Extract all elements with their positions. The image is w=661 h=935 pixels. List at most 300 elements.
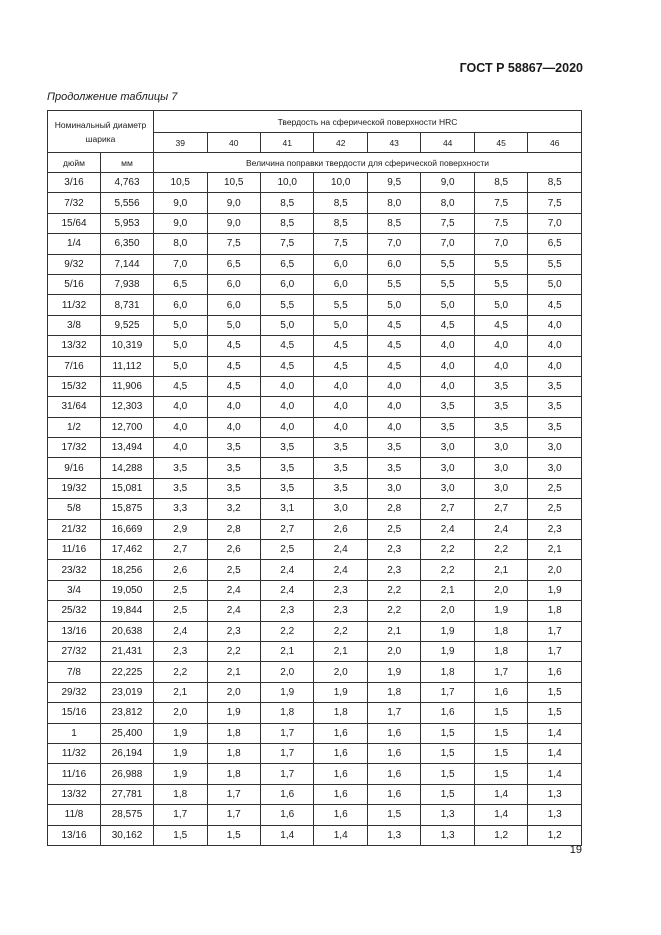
table-row [48, 601, 582, 621]
correction-value-cell: 5,5 [421, 254, 474, 274]
correction-value-cell: 2,3 [367, 540, 420, 560]
correction-value-cell: 2,4 [421, 519, 474, 539]
correction-value-cell: 1,7 [260, 743, 313, 763]
correction-value-cell: 10,5 [154, 173, 207, 193]
correction-value-cell: 3,5 [207, 478, 260, 498]
diameter-mm-cell: 19,050 [101, 580, 154, 600]
diameter-inch-cell: 3/4 [48, 580, 101, 600]
diameter-mm-cell: 25,400 [101, 723, 154, 743]
correction-value-cell: 9,0 [154, 193, 207, 213]
table-row [48, 397, 582, 417]
table-row [48, 295, 582, 315]
correction-value-cell: 2,4 [207, 601, 260, 621]
correction-value-cell: 1,9 [260, 682, 313, 702]
correction-value-cell: 1,9 [314, 682, 367, 702]
correction-value-cell: 3,5 [474, 376, 527, 396]
correction-value-cell: 3,0 [528, 458, 582, 478]
correction-value-cell: 2,9 [154, 519, 207, 539]
correction-value-cell: 4,5 [474, 315, 527, 335]
hrc-value: 40 [207, 133, 260, 153]
correction-value-cell: 9,0 [154, 213, 207, 233]
diameter-inch-cell: 11/32 [48, 295, 101, 315]
correction-value-cell: 2,4 [314, 560, 367, 580]
diameter-mm-cell: 14,288 [101, 458, 154, 478]
correction-value-cell: 8,5 [260, 213, 313, 233]
correction-value-cell: 4,5 [367, 336, 420, 356]
correction-value-cell: 1,4 [474, 784, 527, 804]
diameter-inch-cell: 15/64 [48, 213, 101, 233]
diameter-inch-cell: 1/4 [48, 234, 101, 254]
diameter-inch-cell: 13/16 [48, 621, 101, 641]
correction-value-cell: 1,6 [260, 784, 313, 804]
diameter-mm-cell: 27,781 [101, 784, 154, 804]
correction-value-cell: 10,5 [207, 173, 260, 193]
correction-value-cell: 1,8 [528, 601, 582, 621]
correction-value-cell: 1,6 [314, 723, 367, 743]
correction-value-cell: 4,5 [314, 356, 367, 376]
correction-value-cell: 6,0 [260, 274, 313, 294]
correction-value-cell: 1,7 [367, 703, 420, 723]
correction-value-cell: 1,5 [367, 805, 420, 825]
diameter-inch-cell: 17/32 [48, 438, 101, 458]
table-row [48, 580, 582, 600]
diameter-mm-cell: 20,638 [101, 621, 154, 641]
diameter-mm-cell: 10,319 [101, 336, 154, 356]
correction-value-cell: 1,9 [421, 621, 474, 641]
correction-value-cell: 1,9 [154, 764, 207, 784]
correction-value-cell: 2,4 [154, 621, 207, 641]
correction-value-cell: 2,0 [367, 641, 420, 661]
table-row [48, 376, 582, 396]
correction-value-cell: 3,5 [314, 478, 367, 498]
diameter-inch-cell: 11/8 [48, 805, 101, 825]
correction-value-cell: 3,3 [154, 499, 207, 519]
correction-value-cell: 2,4 [314, 540, 367, 560]
table-row [48, 213, 582, 233]
correction-value-cell: 3,0 [421, 458, 474, 478]
correction-value-cell: 1,6 [314, 805, 367, 825]
table-row [48, 417, 582, 437]
table-row [48, 662, 582, 682]
correction-value-cell: 7,5 [421, 213, 474, 233]
correction-value-cell: 2,0 [528, 560, 582, 580]
diameter-inch-cell: 25/32 [48, 601, 101, 621]
correction-value-cell: 7,0 [367, 234, 420, 254]
correction-value-cell: 2,1 [474, 560, 527, 580]
correction-value-cell: 1,6 [314, 764, 367, 784]
table-row [48, 703, 582, 723]
correction-value-cell: 10,0 [260, 173, 313, 193]
correction-value-cell: 2,3 [528, 519, 582, 539]
diameter-mm-cell: 16,669 [101, 519, 154, 539]
correction-value-cell: 4,0 [421, 376, 474, 396]
correction-value-cell: 1,6 [367, 784, 420, 804]
correction-value-cell: 7,5 [260, 234, 313, 254]
correction-value-cell: 5,5 [474, 274, 527, 294]
table-body [48, 173, 582, 846]
correction-value-cell: 1,6 [474, 682, 527, 702]
diameter-inch-cell: 23/32 [48, 560, 101, 580]
correction-value-cell: 7,5 [474, 193, 527, 213]
correction-value-cell: 1,8 [367, 682, 420, 702]
correction-value-cell: 1,9 [367, 662, 420, 682]
diameter-mm-cell: 5,953 [101, 213, 154, 233]
correction-value-cell: 3,5 [314, 458, 367, 478]
correction-value-cell: 4,0 [207, 397, 260, 417]
correction-value-cell: 1,4 [314, 825, 367, 845]
table-row [48, 274, 582, 294]
correction-value-cell: 1,7 [260, 723, 313, 743]
table-row [48, 743, 582, 763]
correction-value-cell: 3,0 [474, 458, 527, 478]
correction-value-cell: 7,0 [474, 234, 527, 254]
correction-value-cell: 4,0 [314, 376, 367, 396]
correction-value-cell: 2,2 [421, 540, 474, 560]
correction-value-cell: 4,0 [260, 376, 313, 396]
hrc-value: 46 [528, 133, 582, 153]
correction-value-cell: 3,5 [474, 417, 527, 437]
correction-value-cell: 1,8 [207, 723, 260, 743]
correction-value-cell: 7,5 [314, 234, 367, 254]
table-row [48, 458, 582, 478]
correction-value-cell: 2,5 [154, 601, 207, 621]
correction-value-cell: 1,2 [528, 825, 582, 845]
correction-value-cell: 2,0 [207, 682, 260, 702]
correction-value-cell: 4,0 [421, 336, 474, 356]
correction-value-cell: 2,0 [474, 580, 527, 600]
page-number: 19 [569, 844, 582, 856]
correction-value-cell: 2,2 [367, 601, 420, 621]
correction-value-cell: 5,0 [154, 315, 207, 335]
correction-value-cell: 2,5 [528, 478, 582, 498]
diameter-inch-cell: 11/16 [48, 764, 101, 784]
correction-value-cell: 6,0 [367, 254, 420, 274]
hardness-header: Твердость на сферической поверхности HRC [154, 111, 582, 133]
diameter-inch-cell: 5/8 [48, 499, 101, 519]
correction-value-cell: 2,1 [260, 641, 313, 661]
correction-value-cell: 1,3 [367, 825, 420, 845]
correction-value-cell: 2,2 [314, 621, 367, 641]
table-row [48, 621, 582, 641]
correction-value-cell: 1,3 [421, 825, 474, 845]
correction-value-cell: 3,5 [260, 458, 313, 478]
correction-value-cell: 1,9 [154, 723, 207, 743]
correction-value-cell: 4,5 [260, 356, 313, 376]
correction-value-cell: 4,0 [528, 336, 582, 356]
correction-value-cell: 2,6 [154, 560, 207, 580]
correction-value-cell: 1,9 [474, 601, 527, 621]
correction-value-cell: 2,1 [314, 641, 367, 661]
hrc-value: 39 [154, 133, 207, 153]
correction-value-cell: 6,5 [260, 254, 313, 274]
correction-value-cell: 1,9 [207, 703, 260, 723]
correction-value-cell: 2,6 [207, 540, 260, 560]
correction-value-cell: 3,0 [421, 438, 474, 458]
correction-value-cell: 2,2 [260, 621, 313, 641]
correction-value-cell: 2,4 [207, 580, 260, 600]
diameter-inch-cell: 11/32 [48, 743, 101, 763]
diameter-inch-cell: 3/8 [48, 315, 101, 335]
diameter-mm-cell: 26,988 [101, 764, 154, 784]
correction-value-cell: 5,0 [154, 356, 207, 376]
diameter-inch-cell: 31/64 [48, 397, 101, 417]
diameter-mm-cell: 12,303 [101, 397, 154, 417]
correction-value-cell: 2,3 [314, 580, 367, 600]
correction-value-cell: 4,0 [154, 438, 207, 458]
correction-value-cell: 5,0 [528, 274, 582, 294]
correction-value-cell: 2,3 [367, 560, 420, 580]
diameter-header: Номинальный диаметр шарика [48, 111, 154, 153]
diameter-inch-cell: 9/16 [48, 458, 101, 478]
correction-value-cell: 3,5 [154, 458, 207, 478]
correction-value-cell: 3,0 [528, 438, 582, 458]
table-row [48, 519, 582, 539]
correction-value-cell: 1,6 [260, 805, 313, 825]
correction-value-cell: 1,4 [528, 723, 582, 743]
correction-value-cell: 3,0 [474, 438, 527, 458]
correction-value-cell: 5,0 [474, 295, 527, 315]
diameter-inch-cell: 7/32 [48, 193, 101, 213]
correction-value-cell: 5,0 [207, 315, 260, 335]
correction-value-cell: 2,1 [421, 580, 474, 600]
correction-value-cell: 4,0 [260, 397, 313, 417]
correction-value-cell: 1,7 [207, 805, 260, 825]
diameter-inch-cell: 19/32 [48, 478, 101, 498]
correction-value-cell: 2,2 [207, 641, 260, 661]
correction-value-cell: 2,8 [207, 519, 260, 539]
correction-value-cell: 3,0 [474, 478, 527, 498]
correction-value-cell: 2,1 [207, 662, 260, 682]
correction-value-cell: 3,5 [154, 478, 207, 498]
correction-value-cell: 1,6 [314, 743, 367, 763]
correction-value-cell: 3,1 [260, 499, 313, 519]
correction-value-cell: 4,5 [154, 376, 207, 396]
table-row [48, 723, 582, 743]
correction-value-cell: 1,2 [474, 825, 527, 845]
table-row [48, 254, 582, 274]
correction-value-cell: 3,5 [367, 438, 420, 458]
diameter-inch-cell: 3/16 [48, 173, 101, 193]
diameter-mm-cell: 11,906 [101, 376, 154, 396]
correction-value-cell: 5,0 [154, 336, 207, 356]
correction-value-cell: 5,5 [367, 274, 420, 294]
correction-value-cell: 2,3 [154, 641, 207, 661]
correction-value-cell: 3,5 [528, 376, 582, 396]
correction-value-cell: 1,6 [367, 764, 420, 784]
diameter-mm-cell: 15,081 [101, 478, 154, 498]
correction-value-cell: 8,5 [260, 193, 313, 213]
correction-value-cell: 5,5 [474, 254, 527, 274]
correction-value-cell: 7,0 [154, 254, 207, 274]
correction-value-cell: 2,1 [528, 540, 582, 560]
correction-value-cell: 4,5 [367, 356, 420, 376]
correction-value-cell: 2,3 [207, 621, 260, 641]
correction-value-cell: 7,0 [528, 213, 582, 233]
correction-value-cell: 3,5 [260, 478, 313, 498]
correction-value-cell: 4,0 [154, 397, 207, 417]
correction-value-cell: 9,5 [367, 173, 420, 193]
table-row [48, 193, 582, 213]
correction-value-cell: 6,0 [314, 274, 367, 294]
correction-value-cell: 3,5 [474, 397, 527, 417]
correction-value-cell: 1,5 [474, 764, 527, 784]
correction-value-cell: 4,0 [474, 336, 527, 356]
diameter-mm-cell: 23,019 [101, 682, 154, 702]
correction-value-cell: 1,5 [528, 703, 582, 723]
correction-value-cell: 2,4 [260, 580, 313, 600]
correction-value-cell: 3,5 [367, 458, 420, 478]
correction-value-cell: 6,5 [154, 274, 207, 294]
table-row [48, 315, 582, 335]
correction-value-cell: 5,0 [367, 295, 420, 315]
correction-value-cell: 4,5 [207, 336, 260, 356]
table-row [48, 540, 582, 560]
diameter-inch-cell: 27/32 [48, 641, 101, 661]
correction-value-cell: 9,0 [207, 193, 260, 213]
diameter-inch-cell: 1 [48, 723, 101, 743]
correction-value-cell: 3,5 [260, 438, 313, 458]
diameter-mm-cell: 23,812 [101, 703, 154, 723]
correction-value-cell: 1,8 [207, 764, 260, 784]
table-caption: Продолжение таблицы 7 [47, 91, 178, 103]
table-row [48, 682, 582, 702]
correction-value-cell: 1,8 [421, 662, 474, 682]
correction-value-cell: 2,2 [367, 580, 420, 600]
correction-value-cell: 1,7 [421, 682, 474, 702]
table-row [48, 641, 582, 661]
correction-value-cell: 4,0 [314, 397, 367, 417]
diameter-inch-cell: 1/2 [48, 417, 101, 437]
diameter-mm-cell: 6,350 [101, 234, 154, 254]
correction-value-cell: 2,7 [421, 499, 474, 519]
hrc-value: 44 [421, 133, 474, 153]
correction-value-cell: 1,6 [314, 784, 367, 804]
table-row [48, 764, 582, 784]
correction-value-cell: 7,5 [207, 234, 260, 254]
correction-value-cell: 3,0 [367, 478, 420, 498]
correction-value-cell: 2,5 [367, 519, 420, 539]
correction-value-cell: 1,9 [528, 580, 582, 600]
correction-value-cell: 1,4 [528, 764, 582, 784]
correction-value-cell: 4,0 [367, 397, 420, 417]
correction-value-cell: 5,5 [260, 295, 313, 315]
correction-value-cell: 1,8 [154, 784, 207, 804]
hrc-value: 41 [260, 133, 313, 153]
correction-value-cell: 5,0 [421, 295, 474, 315]
correction-value-cell: 2,0 [421, 601, 474, 621]
table-row [48, 234, 582, 254]
correction-value-cell: 5,5 [528, 254, 582, 274]
correction-value-cell: 6,0 [207, 295, 260, 315]
correction-value-cell: 4,0 [367, 376, 420, 396]
correction-value-cell: 4,5 [260, 336, 313, 356]
correction-value-cell: 1,8 [260, 703, 313, 723]
diameter-mm-cell: 19,844 [101, 601, 154, 621]
diameter-inch-cell: 9/32 [48, 254, 101, 274]
document-id: ГОСТ Р 58867—2020 [459, 61, 583, 75]
table-row [48, 805, 582, 825]
correction-value-cell: 1,7 [528, 621, 582, 641]
correction-value-cell: 2,8 [367, 499, 420, 519]
correction-value-cell: 6,5 [207, 254, 260, 274]
correction-value-cell: 2,2 [154, 662, 207, 682]
diameter-inch-cell: 11/16 [48, 540, 101, 560]
hrc-value: 45 [474, 133, 527, 153]
correction-value-cell: 5,5 [421, 274, 474, 294]
correction-value-cell: 4,0 [367, 417, 420, 437]
correction-value-cell: 8,0 [367, 193, 420, 213]
diameter-inch-cell: 5/16 [48, 274, 101, 294]
correction-value-cell: 2,1 [367, 621, 420, 641]
correction-value-cell: 8,0 [154, 234, 207, 254]
correction-value-cell: 1,5 [421, 764, 474, 784]
hrc-value: 42 [314, 133, 367, 153]
correction-value-cell: 6,0 [207, 274, 260, 294]
correction-value-cell: 2,5 [154, 580, 207, 600]
correction-value-cell: 4,5 [367, 315, 420, 335]
correction-value-cell: 3,5 [314, 438, 367, 458]
unit-inch-header: дюйм [48, 153, 101, 173]
correction-value-cell: 1,7 [474, 662, 527, 682]
table-row [48, 784, 582, 804]
correction-value-cell: 1,3 [421, 805, 474, 825]
correction-value-cell: 1,4 [474, 805, 527, 825]
correction-value-cell: 1,9 [154, 743, 207, 763]
correction-value-cell: 8,5 [314, 193, 367, 213]
correction-value-cell: 6,0 [314, 254, 367, 274]
correction-value-cell: 4,5 [528, 295, 582, 315]
correction-value-cell: 1,7 [207, 784, 260, 804]
correction-value-cell: 1,8 [474, 641, 527, 661]
correction-value-cell: 4,0 [528, 356, 582, 376]
correction-value-cell: 3,5 [528, 397, 582, 417]
correction-value-cell: 4,0 [528, 315, 582, 335]
correction-value-cell: 2,2 [421, 560, 474, 580]
diameter-mm-cell: 18,256 [101, 560, 154, 580]
correction-value-cell: 1,8 [207, 743, 260, 763]
diameter-mm-cell: 17,462 [101, 540, 154, 560]
correction-value-cell: 3,5 [528, 417, 582, 437]
correction-value-cell: 1,4 [528, 743, 582, 763]
diameter-mm-cell: 22,225 [101, 662, 154, 682]
correction-value-cell: 2,4 [260, 560, 313, 580]
diameter-mm-cell: 13,494 [101, 438, 154, 458]
correction-value-cell: 1,5 [154, 825, 207, 845]
correction-value-cell: 2,5 [528, 499, 582, 519]
correction-value-cell: 3,5 [421, 397, 474, 417]
correction-value-cell: 1,5 [528, 682, 582, 702]
correction-value-cell: 2,7 [474, 499, 527, 519]
correction-value-cell: 2,6 [314, 519, 367, 539]
correction-value-cell: 8,5 [367, 213, 420, 233]
correction-value-cell: 4,0 [421, 356, 474, 376]
correction-value-cell: 4,0 [207, 417, 260, 437]
diameter-inch-cell: 21/32 [48, 519, 101, 539]
correction-value-cell: 2,3 [260, 601, 313, 621]
diameter-mm-cell: 30,162 [101, 825, 154, 845]
correction-value-cell: 2,3 [314, 601, 367, 621]
correction-value-cell: 4,0 [154, 417, 207, 437]
correction-value-cell: 1,7 [154, 805, 207, 825]
correction-value-cell: 5,0 [314, 315, 367, 335]
correction-value-cell: 1,6 [421, 703, 474, 723]
correction-value-cell: 1,5 [421, 784, 474, 804]
correction-value-cell: 4,5 [207, 376, 260, 396]
correction-value-cell: 1,6 [367, 723, 420, 743]
correction-value-cell: 1,3 [528, 784, 582, 804]
correction-value-cell: 1,3 [528, 805, 582, 825]
correction-value-cell: 1,7 [260, 764, 313, 784]
